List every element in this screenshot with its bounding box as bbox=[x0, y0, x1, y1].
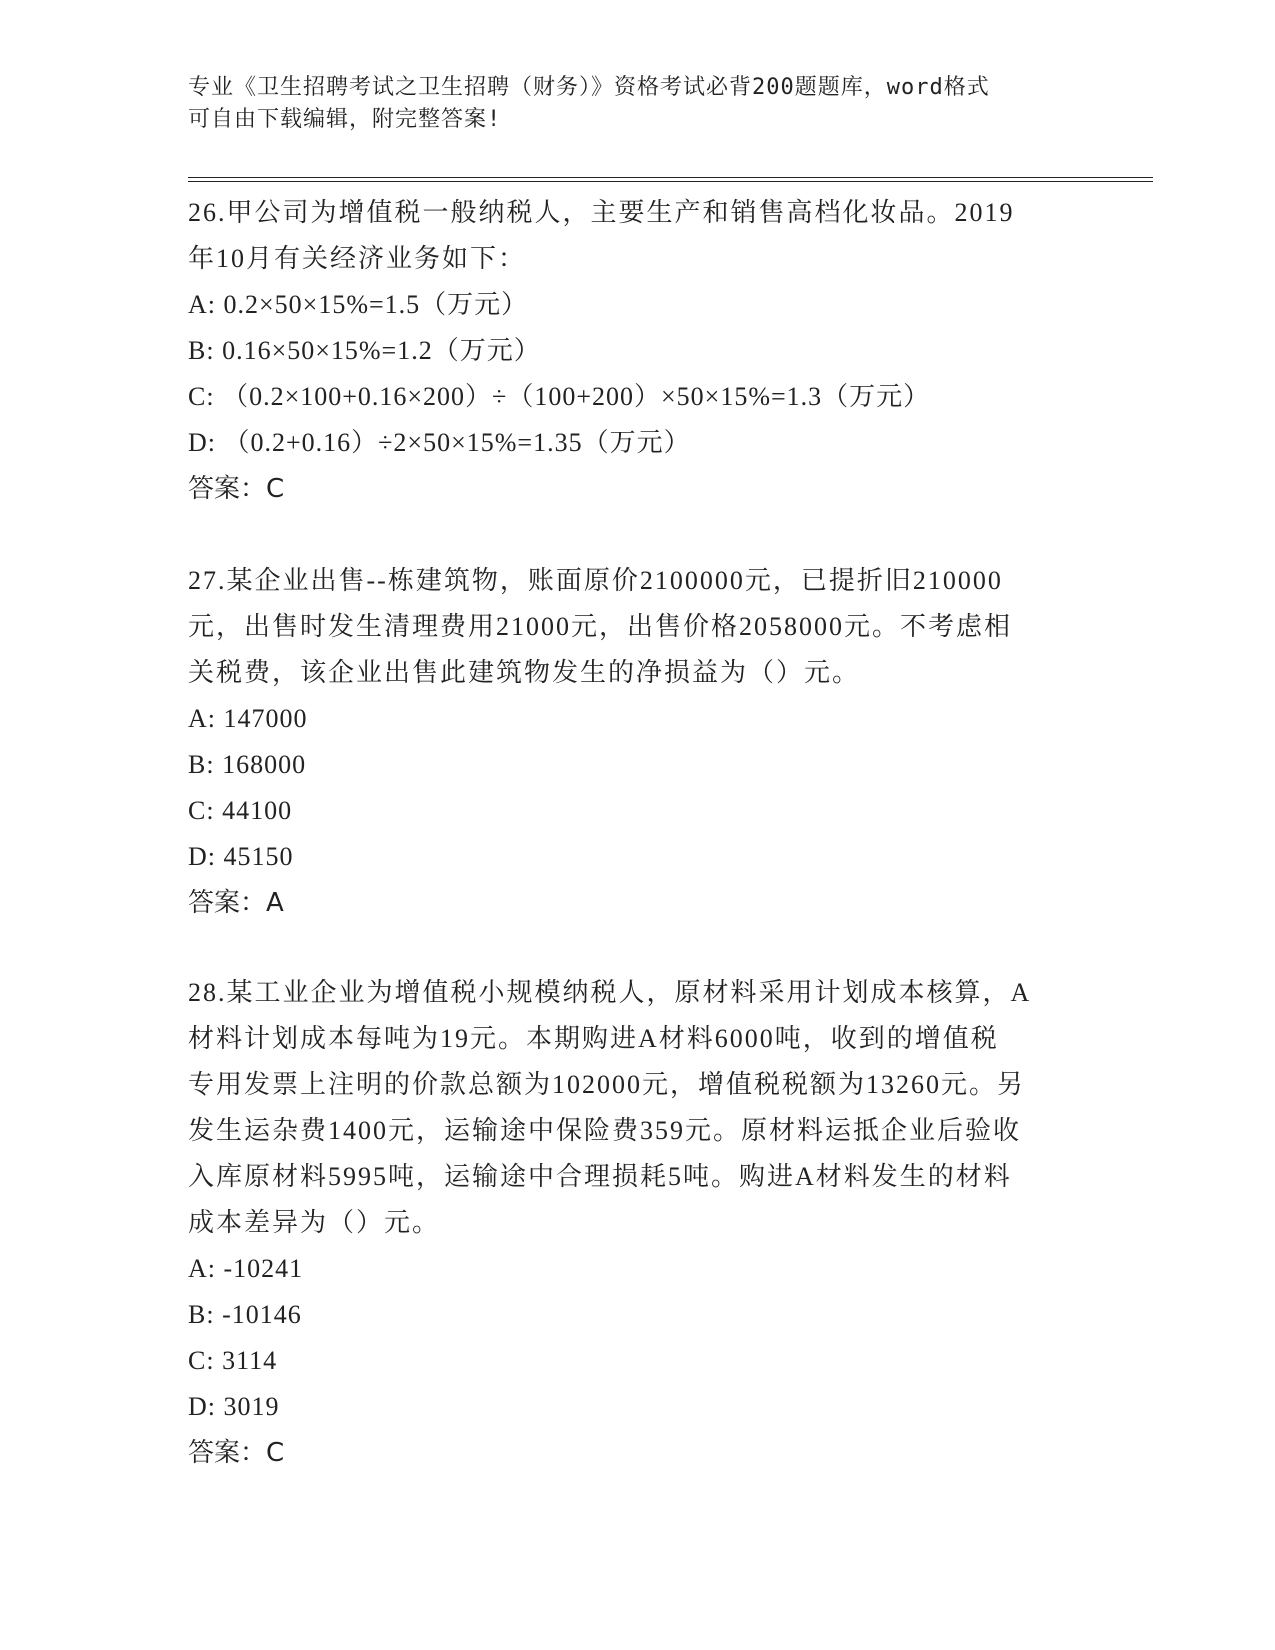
option-d: D: （0.2+0.16）÷2×50×15%=1.35（万元） bbox=[188, 428, 691, 457]
answer: 答案：C bbox=[188, 1438, 285, 1468]
option-a: A: -10241 bbox=[188, 1254, 304, 1283]
option-d: D: 3019 bbox=[188, 1392, 280, 1421]
question-stem-line: 发生运杂费1400元，运输途中保险费359元。原材料运抵企业后验收 bbox=[188, 1116, 1022, 1145]
question-stem-line: 材料计划成本每吨为19元。本期购进A材料6000吨，收到的增值税 bbox=[188, 1024, 999, 1053]
header-line-1: 专业《卫生招聘考试之卫生招聘（财务）》资格考试必背200题题库，word格式 bbox=[188, 75, 990, 100]
question-stem-line: 26.甲公司为增值税一般纳税人，主要生产和销售高档化妆品。2019 bbox=[188, 198, 1015, 227]
option-b: B: 0.16×50×15%=1.2（万元） bbox=[188, 336, 541, 365]
answer: 答案：A bbox=[188, 888, 284, 918]
question-stem-line: 年10月有关经济业务如下： bbox=[188, 244, 527, 273]
option-b: B: 168000 bbox=[188, 750, 307, 779]
document-header bbox=[188, 72, 1088, 136]
question-28 bbox=[188, 970, 1068, 1476]
answer: 答案：C bbox=[188, 474, 285, 504]
header-divider-top bbox=[188, 177, 1153, 178]
question-27 bbox=[188, 558, 1068, 926]
option-c: C: （0.2×100+0.16×200）÷（100+200）×50×15%=1.3（万元） bbox=[188, 382, 931, 411]
question-stem-line: 27.某企业出售--栋建筑物，账面原价2100000元，已提折旧210000 bbox=[188, 566, 1003, 595]
question-stem-line: 元，出售时发生清理费用21000元，出售价格2058000元。不考虑相 bbox=[188, 612, 1013, 641]
option-a: A: 0.2×50×15%=1.5（万元） bbox=[188, 290, 529, 319]
header-divider-bottom bbox=[188, 181, 1153, 182]
option-d: D: 45150 bbox=[188, 842, 294, 871]
question-stem-line: 28.某工业企业为增值税小规模纳税人，原材料采用计划成本核算，A bbox=[188, 978, 1032, 1007]
question-stem-line: 入库原材料5995吨，运输途中合理损耗5吨。购进A材料发生的材料 bbox=[188, 1162, 1012, 1191]
option-a: A: 147000 bbox=[188, 704, 308, 733]
question-stem-line: 专用发票上注明的价款总额为102000元，增值税税额为13260元。另 bbox=[188, 1070, 1026, 1099]
option-b: B: -10146 bbox=[188, 1300, 302, 1329]
header-line-2: 可自由下载编辑，附完整答案! bbox=[188, 107, 502, 132]
option-c: C: 44100 bbox=[188, 796, 293, 825]
option-c: C: 3114 bbox=[188, 1346, 278, 1375]
question-stem-line: 关税费，该企业出售此建筑物发生的净损益为（）元。 bbox=[188, 658, 861, 687]
question-26 bbox=[188, 190, 1068, 512]
question-stem-line: 成本差异为（）元。 bbox=[188, 1208, 441, 1237]
